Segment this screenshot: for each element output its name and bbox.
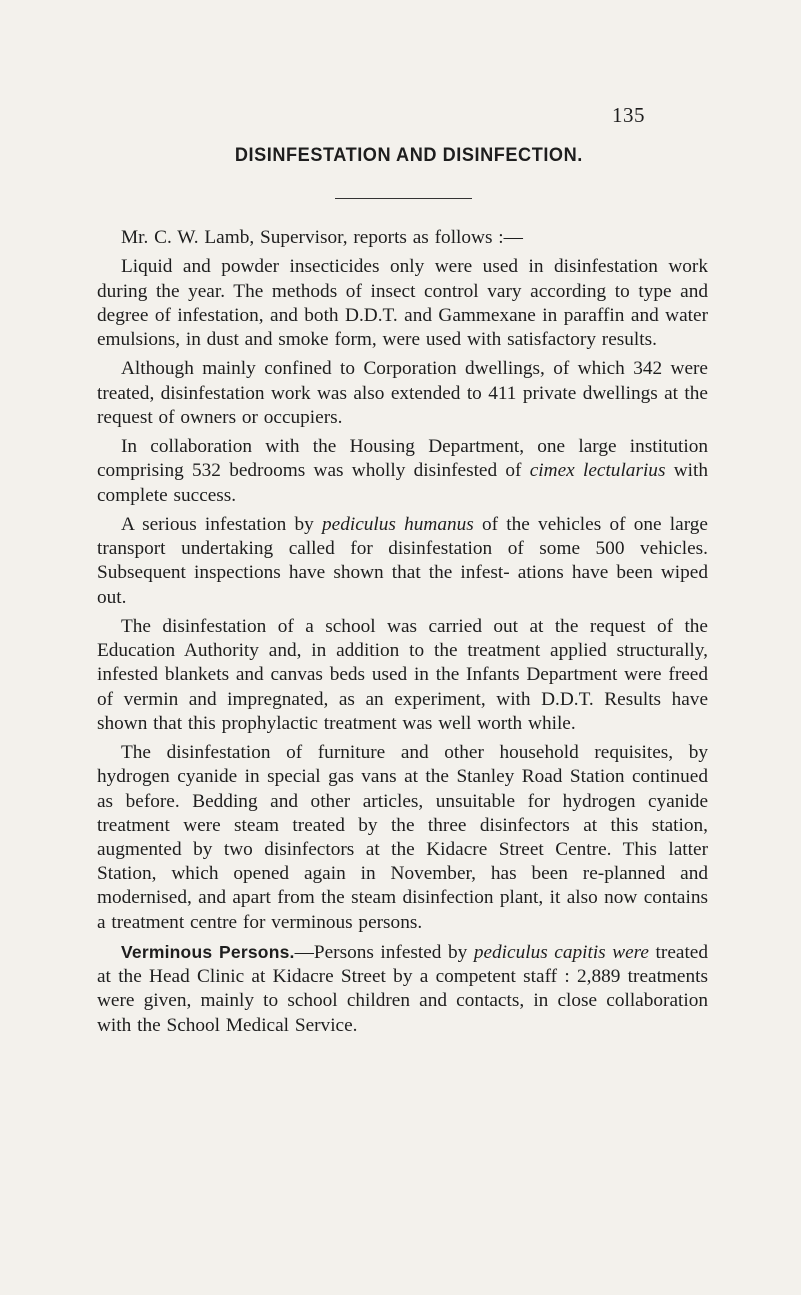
text-segment: of the vehicles of one large transport undertaking called for disinfestation of some 500 vehicles. Subsequent inspections have shown that the infest- ations have been wiped out. (97, 513, 708, 608)
page-number: 135 (612, 103, 645, 127)
text-segment: A serious infestation by (121, 513, 314, 535)
paragraph-school: The disinfestation of a school was carried out at the request of the Education Authority and, in addition to the treatment applied structurally, infested blankets and canvas beds used in the Infants Department were freed of vermin and impregnated, as an experiment, with D.D.T. Results have shown that this prophylactic treatment was well worth while. (97, 615, 708, 734)
species-name: pediculus humanus (322, 513, 474, 535)
paragraph-furniture: The disinfestation of furniture and other household requisites, by hydrogen cyanide in special gas vans at the Stanley Road Station continued as before. Bedding and other articles, unsuitable for hydrogen cyanide treatment were steam treated by the three disinfectors at this station, augmented by two disinfectors at the Kidacre Street Centre. This latter Station, which opened again in November, has been re-planned and modernised, and apart from the steam disinfection plant, it also now contains a treatment centre for verminous persons. (97, 742, 708, 933)
text-segment: —Persons infested by (294, 942, 468, 963)
intro-paragraph: Mr. C. W. Lamb, Supervisor, reports as follows :— (121, 227, 523, 248)
text-segment: with complete success. (97, 460, 709, 506)
paragraph-insecticides: Liquid and powder insecticides only were used in disinfestation work during the year. The methods of insect control vary according to type and degree of infestation, and both D.D.T. and Gammexane in paraffin and water emulsions, in dust and smoke form, were used with satisfactory results. (97, 256, 708, 350)
report-body (97, 226, 708, 1043)
text-segment: treated at the Head Clinic at Kidacre Street by a competent staff : 2,889 treatments were given, mainly to school children and contacts, in close collaboration with the School Medical Service. (97, 942, 708, 1036)
paragraph-verminous-persons (97, 940, 708, 1038)
title-divider (335, 198, 472, 199)
paragraph-dwellings: Although mainly confined to Corporation dwellings, of which 342 were treated, disinfestation work was also extended to 411 private dwellings at the request of owners or occupiers. (97, 358, 708, 428)
page-title: DISINFESTATION AND DISINFECTION. (234, 144, 583, 166)
species-name: cimex lectularius (529, 460, 666, 482)
paragraph-institution (97, 435, 708, 508)
species-name: pediculus capitis were (473, 942, 649, 963)
text-segment: In collaboration with the Housing Department, one large institution comprising 532 bedrooms was wholly disinfested of (97, 436, 708, 482)
paragraph-transport (97, 513, 708, 610)
runin-heading: Verminous Persons. (121, 942, 295, 962)
